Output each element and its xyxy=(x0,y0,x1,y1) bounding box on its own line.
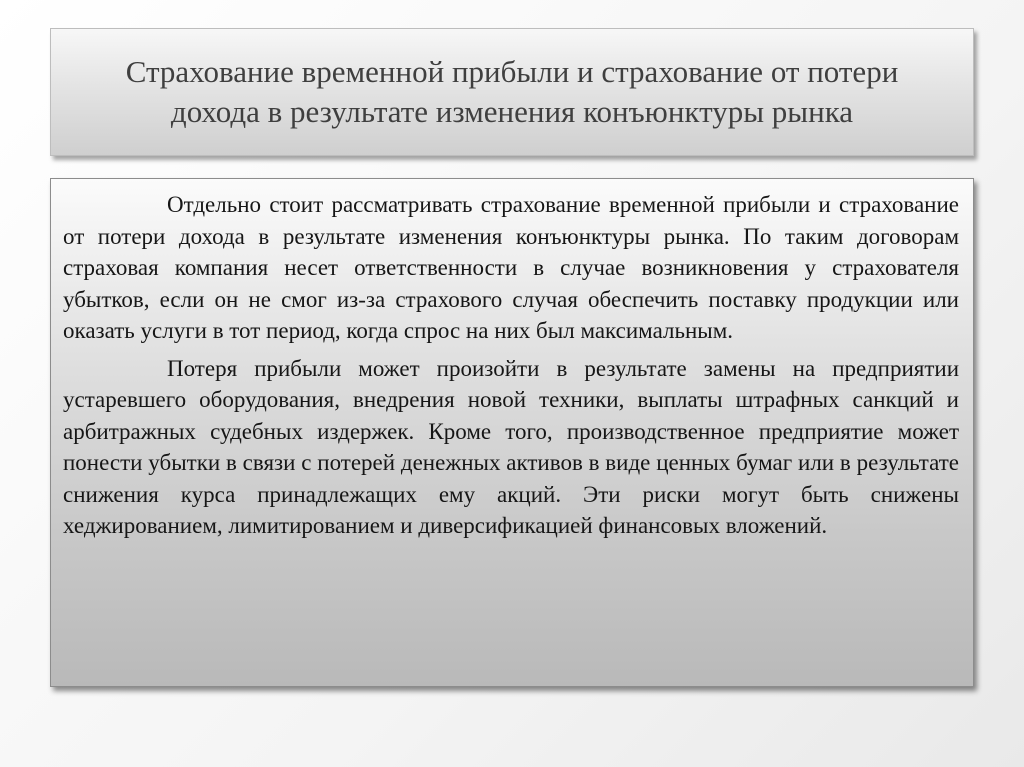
title-panel xyxy=(50,28,974,156)
content-panel xyxy=(50,178,974,687)
slide-title: Страхование временной прибыли и страхование от потери дохода в результате изменения конъюнктуры рынка xyxy=(125,54,899,129)
paragraph-1: Отдельно стоит рассматривать страхование временной прибыли и страхование от потери дохода в результате изменения конъюнктуры рынка. По таким договорам страховая компания несет ответственности в случае возникновения у страхователя убытков, если он не смог из-за страхового случая обеспечить поставку продукции или оказать услуги в тот период, когда спрос на них был максимальным. xyxy=(63,192,959,343)
paragraph-2: Потеря прибыли может произойти в результате замены на предприятии устаревшего оборудования, внедрения новой техники, выплаты штрафных санкций и арбитражных судебных издержек. Кроме того, производственное предприятие может понести убытки в связи с потерей денежных активов в виде ценных бумаг или в результате снижения курса принадлежащих ему акций. Эти риски могут быть снижены хеджированием, лимитированием и диверсификацией финансовых вложений. xyxy=(63,355,959,538)
